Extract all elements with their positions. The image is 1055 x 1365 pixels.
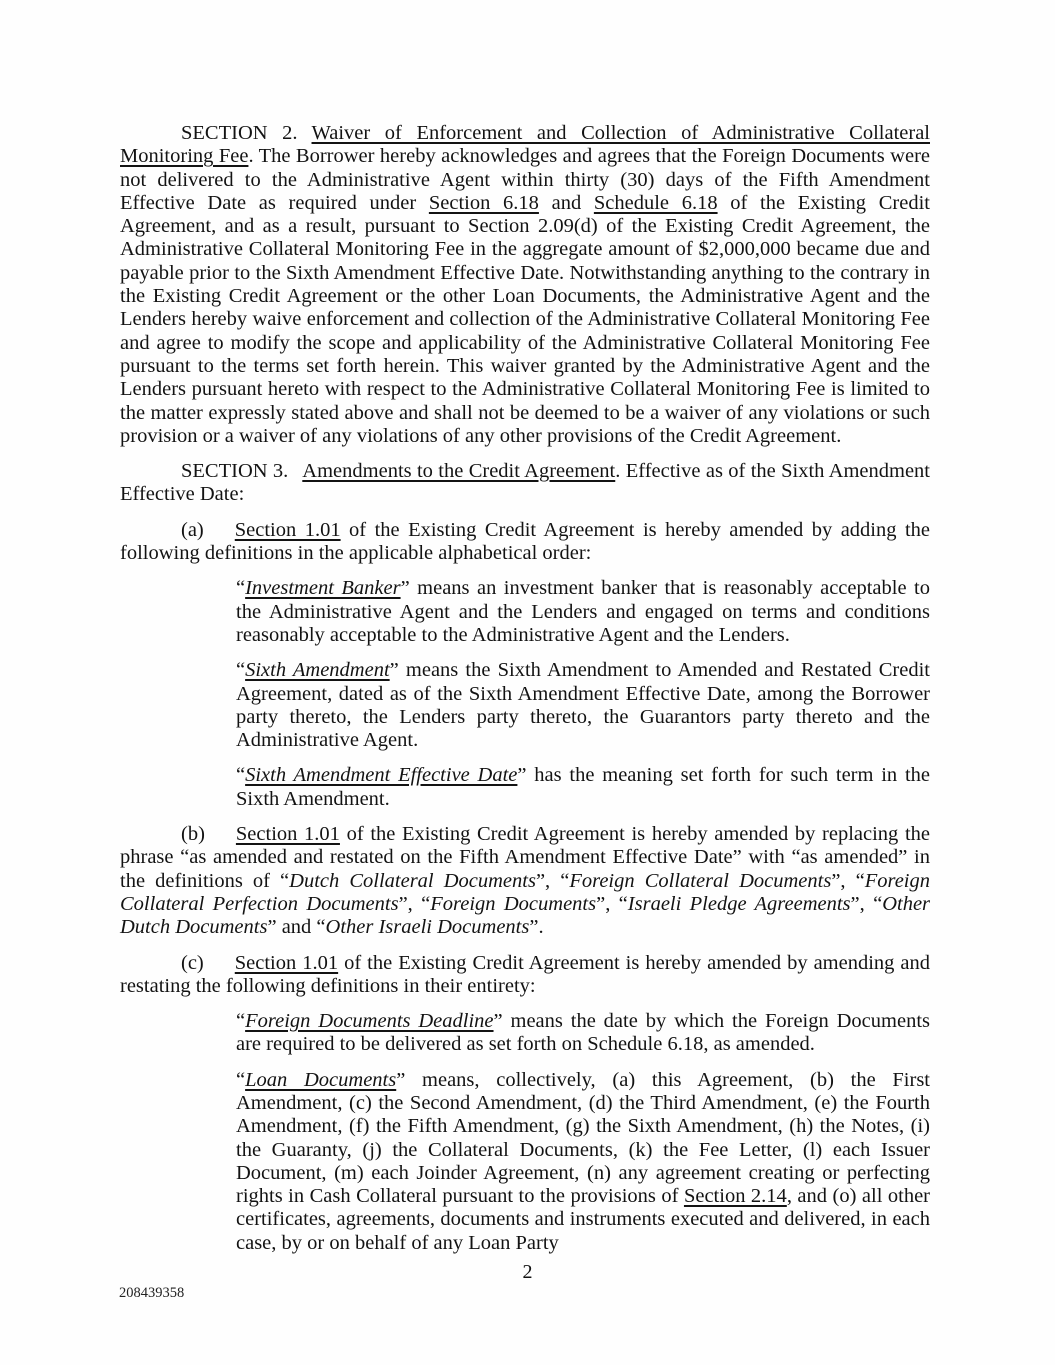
text-run: Foreign Documents Deadline [245,1010,494,1033]
text-run: ”, “ [850,892,883,915]
definition-sixth-amendment [236,659,930,752]
text-run: ” means an investment banker that is reasonably acceptable to the Administrative Agent and the Lenders and engaged on terms and conditions reasonably acceptable to the Administrative Agent and the Lenders. [236,577,930,646]
text-run: of the Existing Credit Agreement is hereby amended by adding the following definitions in the applicable alphabetical order: [120,518,930,565]
text-run: Schedule 6.18 [593,191,718,214]
document-id-number: 208439358 [119,1285,185,1301]
document-body [120,122,930,1267]
text-run: SECTION 3. [181,460,289,483]
text-run: Loan Documents [245,1068,397,1091]
definition-investment-banker [236,577,930,647]
text-run: Section 1.01 [234,518,341,541]
text-run: ” means the Sixth Amendment to Amended and Restated Credit Agreement, dated as of the Sixth Amendment Effective Date, among the Borrower party thereto, the Lenders party thereto, the Guarantors party thereto and the Administrative Agent. [236,659,930,752]
clause-a-paragraph [120,519,930,566]
section-3-paragraph [120,460,930,507]
text-run: Israeli Pledge Agreements [627,892,851,915]
text-run: Section 6.18 [428,191,539,214]
text-run: of the Existing Credit Agreement is hereby amended by replacing the phrase “as amended and restated on the Fifth Amendment Effective Date” with “as amended” in the definitions of “ [120,823,930,892]
text-run: Investment Banker [245,577,401,600]
text-run: ”, “ [398,892,431,915]
clause-c-paragraph [120,952,930,999]
text-run: Section 2.14 [683,1185,787,1208]
text-run: Foreign Collateral Perfection Documents [120,869,931,915]
text-run: ”. [529,916,544,939]
text-run: Sixth Amendment Effective Date [245,764,518,787]
clause-b-paragraph [120,823,930,939]
text-run: ” has the meaning set forth for such term in the Sixth Amendment. [236,764,930,810]
definition-foreign-documents-deadline [236,1010,930,1057]
text-run: Foreign Documents [430,892,597,915]
text-run: “ [236,577,246,600]
text-run: Other Dutch Documents [120,892,931,939]
text-run: of the Existing Credit Agreement, and as a result, pursuant to Section 2.09(d) of the Existing Credit Agreement, the Administrative Collateral Monitoring Fee in the aggregate amount of $2,000,000 became due and payable prior to the Sixth Amendment Effective Date. Notwithstanding anything to the contrary in the Existing Credit Agreement or the other Loan Documents, the Administrative Agent and the Lenders hereby waive enforcement and collection of the Administrative Collateral Monitoring Fee and agree to modify the scope and applicability of the Administrative Collateral Monitoring Fee pursuant to the terms set forth herein. This waiver granted by the Administrative Agent and the Lenders pursuant hereto with respect to the Administrative Collateral Monitoring Fee is limited to the matter expressly stated above and shall not be deemed to be a waiver of any violations or such provision or a waiver of any violations of any other provisions of the Credit Agreement. [120,191,930,447]
text-run: “ [236,659,246,682]
text-run: Dutch Collateral Documents [289,869,536,892]
text-run: Other Israeli Documents [325,916,530,939]
definition-loan-documents [236,1069,930,1255]
text-run: “ [236,1068,246,1091]
text-run: and [538,191,594,214]
text-run: Sixth Amendment [245,659,390,682]
text-run: SECTION 2. [181,122,298,144]
text-run: of the Existing Credit Agreement is hereby amended by amending and restating the following definitions in their entirety: [120,951,930,997]
text-run: (a) [181,518,204,541]
text-run: . Effective as of the Sixth Amendment Effective Date: [120,460,930,506]
text-run: , and (o) all other certificates, agreements, documents and instruments executed and delivered, in each case, by or on behalf of any Loan Party [236,1185,930,1254]
text-run: ” means, collectively, (a) this Agreement, (b) the First Amendment, (c) the Second Amendment, (d) the Third Amendment, (e) the Fourth Amendment, (f) the Fifth Amendment, (g) the Sixth Amendment, (h) the Notes, (i) the Guaranty, (j) the Collateral Documents, (k) the Fee Letter, (l) each Issuer Document, (m) each Joinder Agreement, (n) any agreement creating or perfecting rights in Cash Collateral pursuant to the provisions of [236,1068,930,1208]
text-run: Waiver of Enforcement and Collection of Administrative Collateral Monitoring Fee [120,122,930,168]
text-run: (c) [181,951,204,974]
text-run: ”, “ [596,892,628,915]
text-run: “ [236,1010,246,1033]
text-run: ” means the date by which the Foreign Documents are required to be delivered as set forth on Schedule 6.18, as amended. [236,1010,930,1056]
page-number: 2 [522,1261,533,1283]
text-run: (b) [181,823,205,846]
text-run: Section 1.01 [235,823,340,846]
section-2-paragraph [120,122,930,448]
text-run: Foreign Collateral Documents [569,869,832,892]
text-run: Section 1.01 [234,951,339,974]
definition-sixth-amendment-effective-date [236,764,930,811]
text-run: ” and “ [267,916,326,939]
text-run: . The Borrower hereby acknowledges and agrees that the Foreign Documents were not delivered to the Administrative Agent within thirty (30) days of the Fifth Amendment Effective Date as required under [120,145,930,214]
text-run: “ [236,764,246,787]
text-run: ”, “ [831,869,865,892]
text-run: Amendments to the Credit Agreement [302,460,616,483]
text-run: ”, “ [535,869,570,892]
